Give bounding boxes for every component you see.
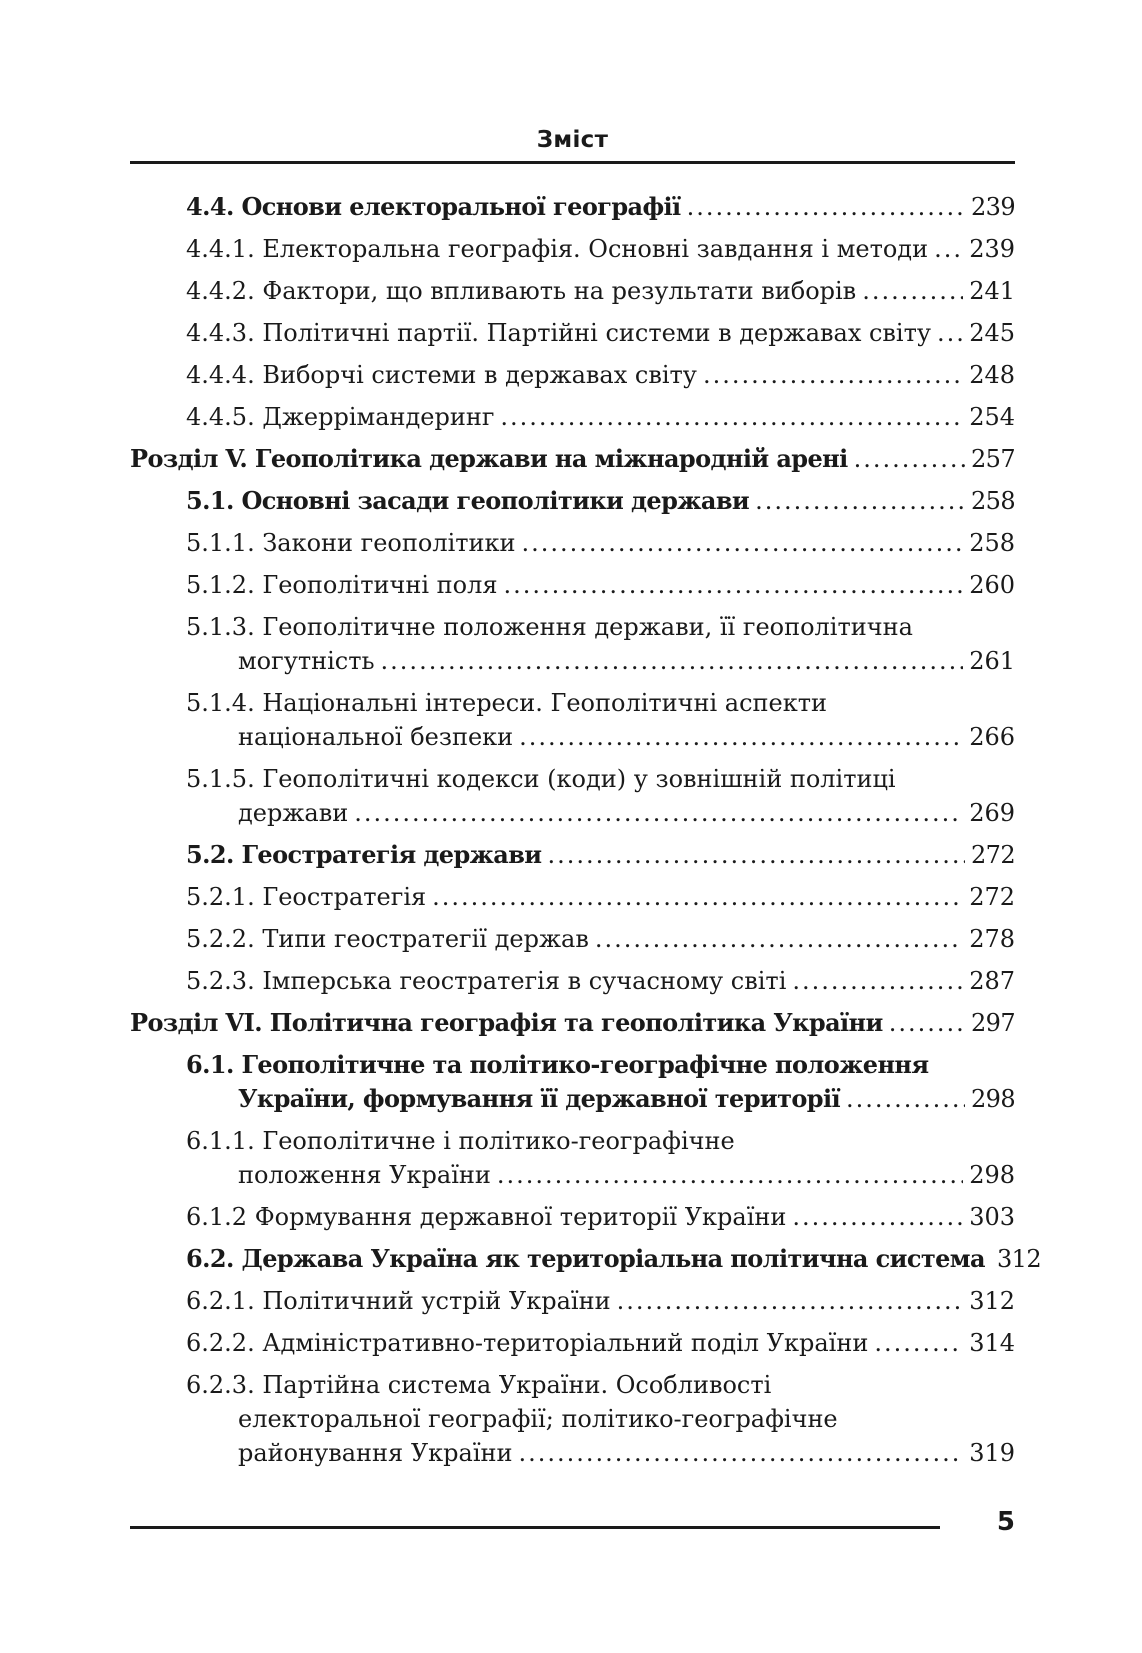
toc-entry-title-line: положення України — [238, 1161, 491, 1189]
toc-entry — [130, 1368, 1015, 1470]
toc-entry — [130, 232, 1015, 266]
toc-page-number: 278 — [969, 925, 1015, 953]
toc-page-number: 239 — [969, 235, 1015, 263]
toc-entry-title-line: національної безпеки — [238, 723, 514, 751]
dot-leader — [889, 1006, 965, 1040]
toc-entry-title-line: 6.2.3. Партійна система України. Особливості — [186, 1371, 772, 1399]
toc-entry-title-line: 6.2.2. Адміністративно-територіальний поділ України — [186, 1329, 869, 1357]
toc-entry — [130, 922, 1015, 956]
toc-entry-title-line: 5.2. Геостратегія держави — [186, 840, 542, 869]
dot-leader — [854, 442, 965, 476]
toc-page-number: 312 — [969, 1287, 1015, 1315]
dot-leader — [595, 922, 963, 956]
toc-entry-title-line: Розділ V. Геополітика держави на міжнародній арені — [130, 444, 848, 473]
toc-entry-title-line: 6.1.1. Геополітичне і політико-географічне — [186, 1127, 735, 1155]
toc-entry-title-line: 5.1.1. Закони геополітики — [186, 529, 516, 557]
dot-leader — [874, 1326, 963, 1360]
toc-entry — [130, 880, 1015, 914]
toc-page-number: 312 — [997, 1245, 1042, 1273]
dot-leader — [937, 316, 963, 350]
toc-page-number: 266 — [969, 723, 1015, 751]
dot-leader — [354, 796, 963, 830]
toc-entry — [130, 762, 1015, 830]
dot-leader — [792, 964, 963, 998]
toc-entry — [130, 316, 1015, 350]
dot-leader — [846, 1082, 965, 1116]
toc-entry — [130, 964, 1015, 998]
toc-entry — [130, 610, 1015, 678]
toc-entry-title-line: 4.4.5. Джеррімандеринг — [186, 403, 495, 431]
toc-entry — [130, 274, 1015, 308]
toc-page-number: 248 — [969, 361, 1015, 389]
toc-page-number: 258 — [969, 529, 1015, 557]
toc-page-number: 254 — [969, 403, 1015, 431]
toc-entry — [130, 838, 1015, 872]
toc-entry — [130, 1048, 1015, 1116]
toc-entry-title-line: 6.2. Держава Україна як територіальна політична система — [186, 1244, 985, 1273]
dot-leader — [792, 1200, 963, 1234]
toc-page-number: 297 — [970, 1009, 1015, 1037]
dot-leader — [522, 526, 964, 560]
toc-entry-title-line: 6.1. Геополітичне та політико-географічне положення — [186, 1050, 929, 1079]
dot-leader — [519, 1436, 964, 1470]
toc-entry-title-line: 4.4.3. Політичні партії. Партійні системи в державах світу — [186, 319, 932, 347]
toc-page-number: 314 — [969, 1329, 1015, 1357]
dot-leader — [687, 190, 965, 224]
toc-entry-title-line: 5.2.2. Типи геостратегії держав — [186, 925, 589, 953]
dot-leader — [862, 274, 963, 308]
toc-page-number: 272 — [969, 883, 1015, 911]
dot-leader — [519, 720, 963, 754]
toc-page-number: 258 — [970, 487, 1015, 515]
toc-entry — [130, 1242, 1042, 1276]
dot-leader — [617, 1284, 964, 1318]
dot-leader — [703, 358, 963, 392]
toc-entry-title-line: України, формування її державної території — [238, 1084, 840, 1113]
toc-entry — [130, 1200, 1015, 1234]
toc-page-number: 261 — [969, 647, 1015, 675]
toc-page-number: 272 — [970, 841, 1015, 869]
toc-entry-title-line: районування України — [238, 1439, 513, 1467]
toc-entry — [130, 358, 1015, 392]
toc-entry-title-line: 4.4.4. Виборчі системи в державах світу — [186, 361, 697, 389]
toc-page-number: 260 — [969, 571, 1015, 599]
toc-entry-title-line: 4.4.1. Електоральна географія. Основні завдання і методи — [186, 235, 929, 263]
running-head-title: Зміст — [536, 127, 609, 153]
toc-entry — [130, 442, 1015, 476]
toc-entry — [130, 400, 1015, 434]
toc-entry — [130, 484, 1015, 518]
dot-leader — [934, 232, 963, 266]
toc-entry — [130, 1006, 1015, 1040]
toc-entry-title-line: 5.1. Основні засади геополітики держави — [186, 486, 750, 515]
toc-entry — [130, 568, 1015, 602]
toc-entry-title-line: Розділ VI. Політична географія та геополітика України — [130, 1008, 883, 1037]
toc-entry-title-line: 5.2.1. Геостратегія — [186, 883, 427, 911]
dot-leader — [755, 484, 965, 518]
dot-leader — [432, 880, 963, 914]
toc-page-number: 319 — [969, 1439, 1015, 1467]
toc-entry — [130, 686, 1015, 754]
toc-entry — [130, 1124, 1015, 1192]
toc-entry-title-line: могутність — [238, 647, 375, 675]
toc-entry-title-line: 5.1.3. Геополітичне положення держави, її геополітична — [186, 613, 913, 641]
toc-page-number: 241 — [969, 277, 1015, 305]
toc-entry-title-line: 5.1.2. Геополітичні поля — [186, 571, 498, 599]
toc-entry-title-line: 5.1.4. Національні інтереси. Геополітичні аспекти — [186, 689, 828, 717]
toc-page-number: 257 — [970, 445, 1015, 473]
toc-entry — [130, 526, 1015, 560]
toc-page-number: 303 — [969, 1203, 1015, 1231]
toc-page-number: 245 — [969, 319, 1015, 347]
footer-rule — [130, 1526, 940, 1529]
toc-page-number: 298 — [970, 1085, 1015, 1113]
toc-page-number: 269 — [969, 799, 1015, 827]
toc-entry-title-line: 5.2.3. Імперська геостратегія в сучасному світі — [186, 967, 787, 995]
toc-entry-title-line: держави — [238, 799, 349, 827]
toc-page-number: 298 — [969, 1161, 1015, 1189]
table-of-contents — [130, 190, 1042, 1478]
toc-page-number: 239 — [970, 193, 1015, 221]
toc-entry-title-line: 4.4.2. Фактори, що впливають на результати виборів — [186, 277, 857, 305]
toc-entry — [130, 190, 1015, 224]
page-number: 5 — [996, 1507, 1015, 1537]
dot-leader — [548, 838, 965, 872]
dot-leader — [504, 568, 964, 602]
toc-entry-title-line: 4.4. Основи електоральної географії — [186, 192, 681, 221]
toc-entry-title-line: електоральної географії; політико-географічне — [238, 1405, 838, 1433]
toc-entry — [130, 1326, 1015, 1360]
toc-page-number: 287 — [969, 967, 1015, 995]
dot-leader — [500, 400, 963, 434]
dot-leader — [497, 1158, 963, 1192]
header-rule — [130, 161, 1015, 164]
toc-entry-title-line: 6.2.1. Політичний устрій України — [186, 1287, 611, 1315]
toc-entry-title-line: 5.1.5. Геополітичні кодекси (коди) у зовнішній політиці — [186, 765, 896, 793]
toc-entry-title-line: 6.1.2 Формування державної території України — [186, 1203, 787, 1231]
dot-leader — [381, 644, 964, 678]
toc-entry — [130, 1284, 1015, 1318]
